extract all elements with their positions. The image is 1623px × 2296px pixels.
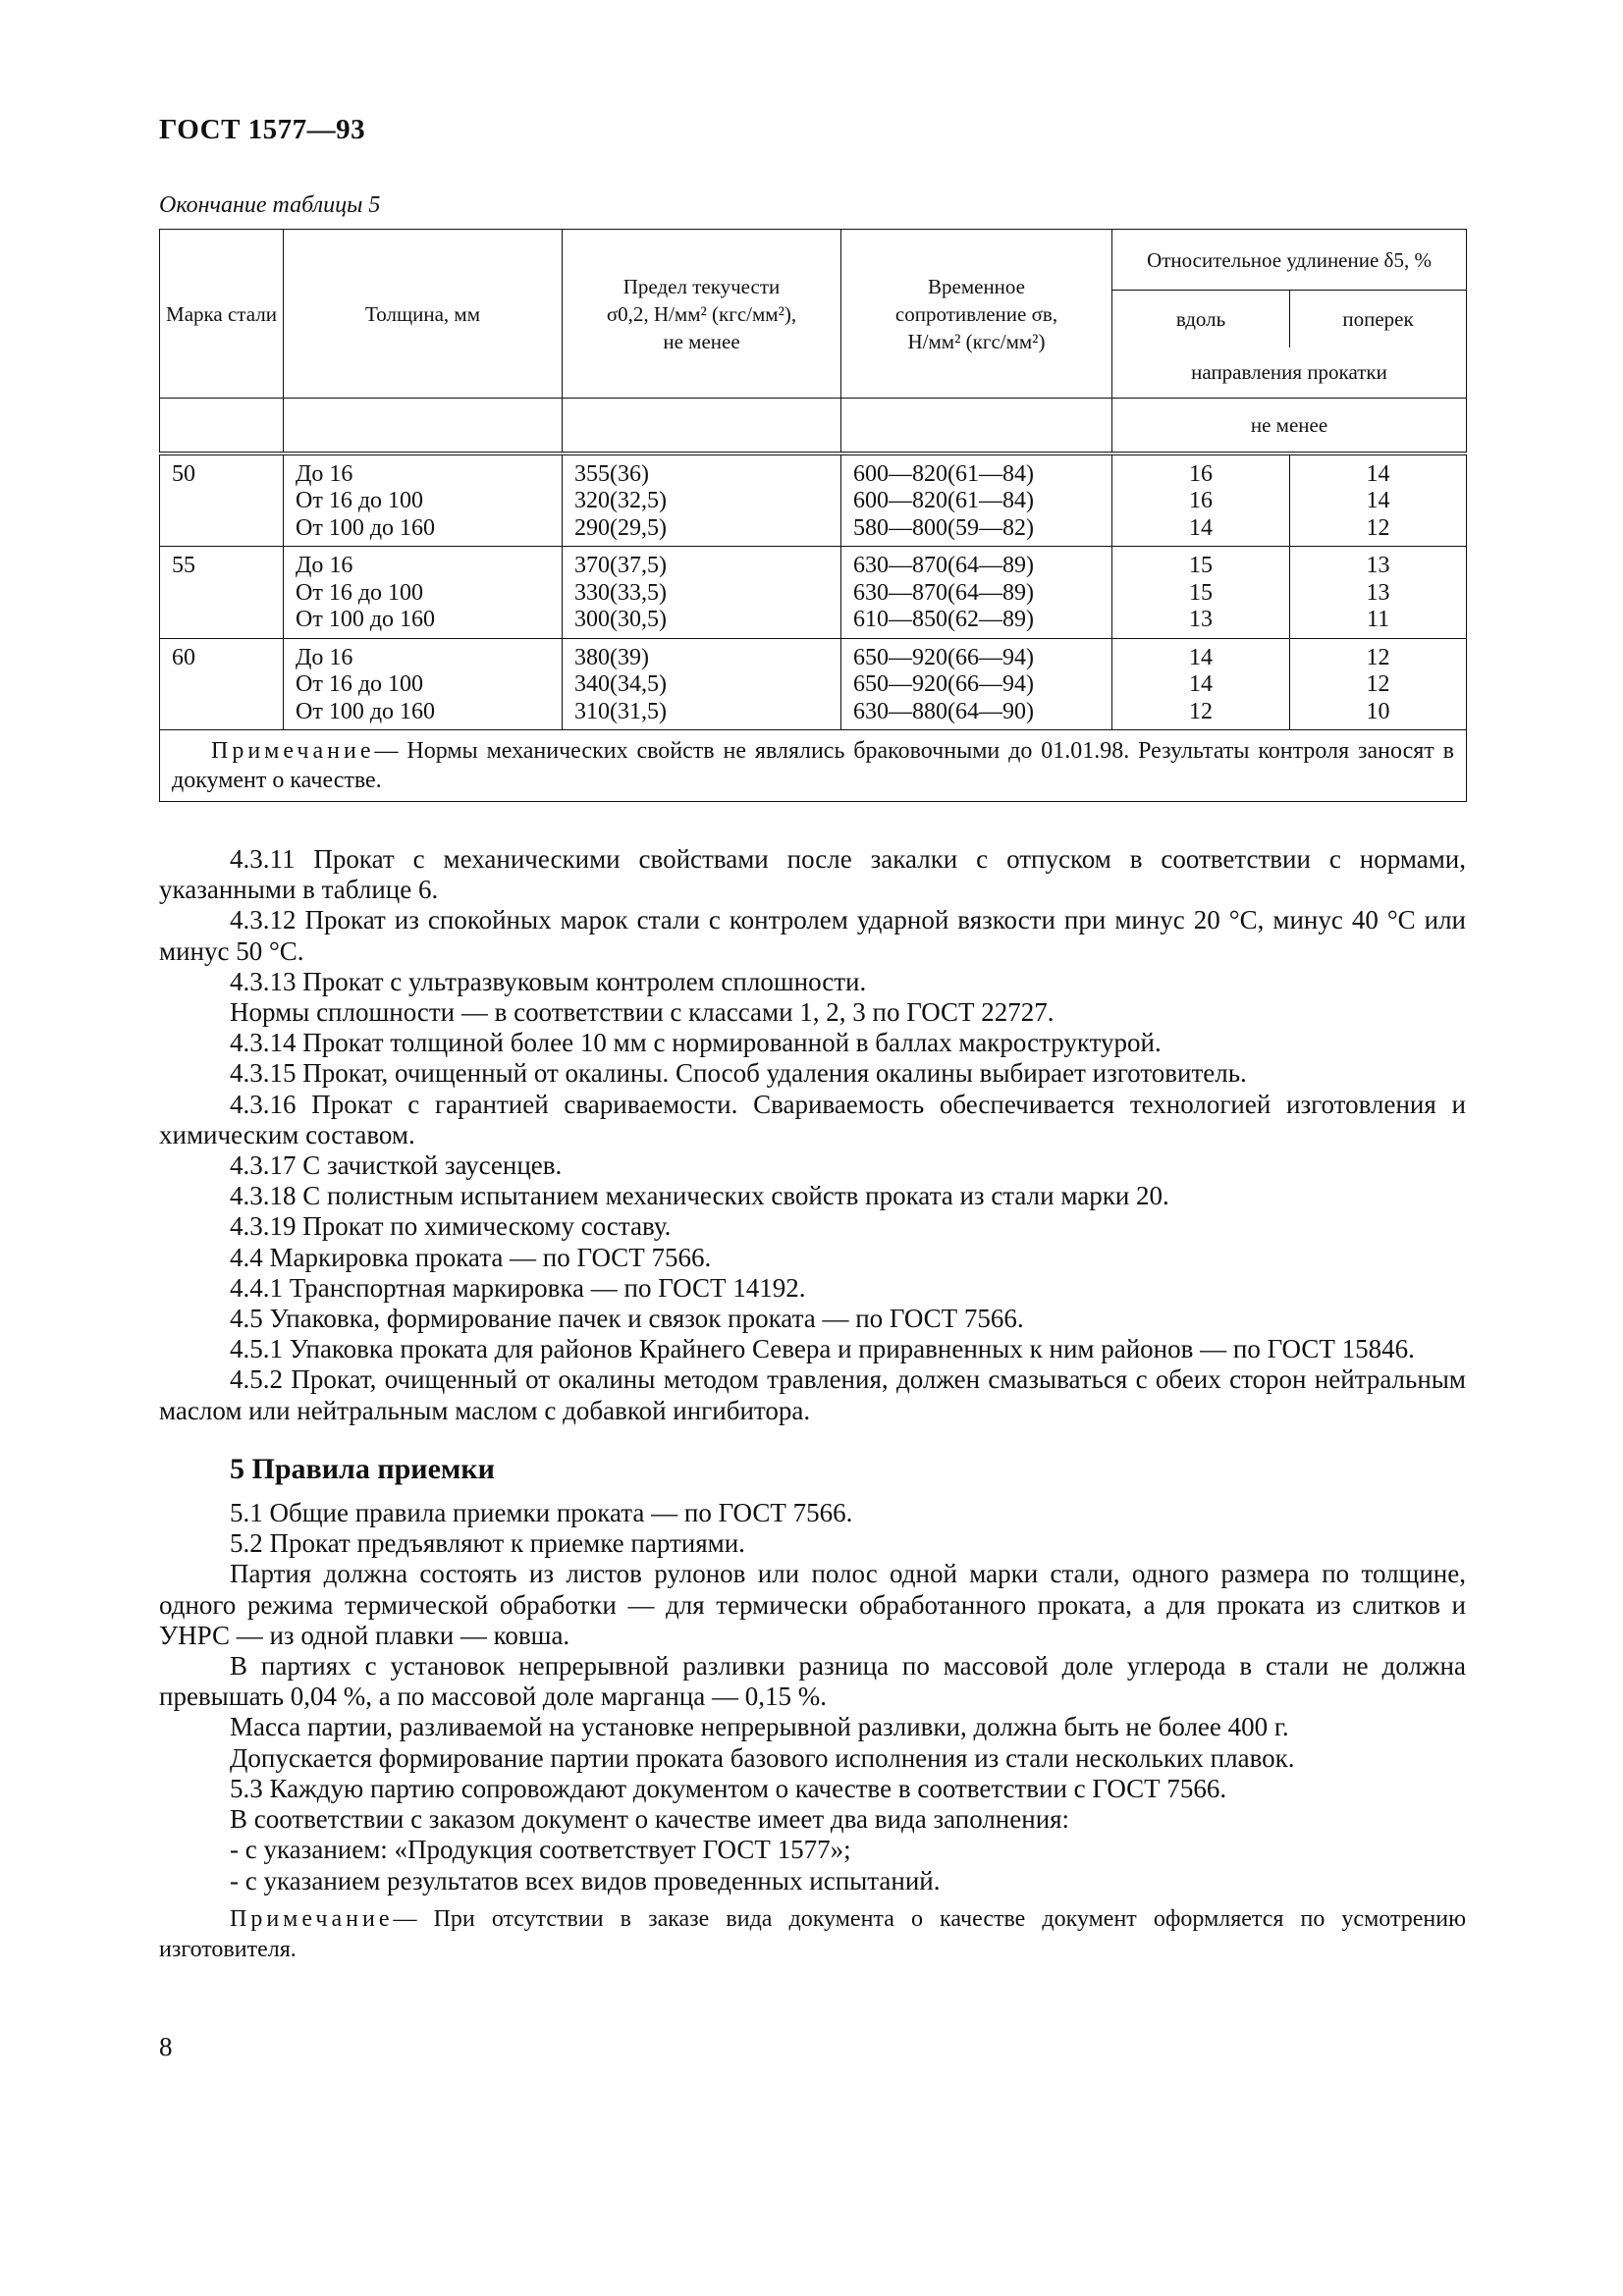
- along-value: 15: [1189, 579, 1213, 606]
- header-tensile-line1: Временное: [928, 274, 1025, 298]
- thickness-value: До 16: [296, 553, 353, 578]
- across-value: 13: [1366, 553, 1390, 578]
- paragraph: Масса партии, разливаемой на установке непрерывной разливки, должна быть не более 400 г.: [230, 1712, 1289, 1742]
- document-code: ГОСТ 1577—93: [159, 114, 366, 145]
- along-value: 14: [1189, 644, 1213, 670]
- across-cell: [1290, 547, 1467, 639]
- paragraph: 5.2 Прокат предъявляют к приемке партиями.: [230, 1528, 745, 1559]
- thickness-value: От 100 до 160: [296, 514, 436, 541]
- yield-value: 355(36): [574, 460, 649, 487]
- across-cell: [1290, 454, 1467, 547]
- header-yield-line3: не менее: [663, 329, 740, 353]
- grade-cell: [160, 638, 284, 730]
- paragraph: В соответствии с заказом документ о качестве имеет два вида заполнения:: [230, 1804, 1070, 1835]
- yield-cell: [563, 638, 841, 730]
- table-row: [160, 547, 1467, 639]
- along-value: 13: [1189, 607, 1213, 632]
- section-note: [159, 1904, 1466, 1965]
- tensile-value: 600—820(61—84): [853, 460, 1034, 487]
- across-value: 14: [1366, 488, 1390, 513]
- across-value: 13: [1366, 579, 1390, 606]
- header-grade-cont: [160, 399, 284, 454]
- tensile-value: 580—800(59—82): [853, 514, 1034, 541]
- page-number: 8: [159, 2032, 173, 2061]
- header-tensile: [841, 230, 1112, 399]
- table-note-text: — Нормы механических свойств не являлись браковочными до 01.01.98. Результаты контроля заносят в документ о качестве.: [172, 738, 1455, 793]
- along-cell: [1112, 454, 1290, 547]
- along-value: 12: [1189, 698, 1213, 724]
- yield-value: 330(33,5): [574, 579, 667, 606]
- paragraph: 4.3.12 Прокат из спокойных марок стали с контролем ударной вязкости при минус 20 °С, минус 40 °С или минус 50 °С.: [159, 905, 1466, 966]
- table-caption: Окончание таблицы 5: [159, 192, 381, 218]
- across-value: 12: [1366, 671, 1390, 697]
- header-elongation: Относительное удлинение δ5, %: [1112, 230, 1467, 291]
- thickness-value: До 16: [296, 460, 353, 487]
- paragraph: Партия должна состоять из листов рулонов или полос одной марки стали, одного размера по толщине, одного режима термической обработки — для термически обработанного проката, а для проката из слитков и УНРС — из одной плавки — ковша.: [159, 1559, 1466, 1650]
- list-item: - с указанием результатов всех видов проведенных испытаний.: [230, 1865, 941, 1896]
- thickness-value: От 100 до 160: [296, 607, 436, 632]
- along-value: 14: [1189, 671, 1213, 697]
- across-value: 12: [1366, 514, 1390, 541]
- along-cell: [1112, 547, 1290, 639]
- tensile-cell: [841, 454, 1112, 547]
- list-item: - с указанием: «Продукция соответствует ГОСТ 1577»;: [230, 1835, 851, 1865]
- along-value: 14: [1189, 514, 1213, 541]
- paragraph: 4.3.19 Прокат по химическому составу.: [230, 1211, 672, 1242]
- paragraph: 4.4.1 Транспортная маркировка — по ГОСТ 14192.: [230, 1272, 806, 1303]
- section-note-label: Примечание: [230, 1905, 394, 1932]
- paragraph: 4.5 Упаковка, формирование пачек и связок проката — по ГОСТ 7566.: [230, 1304, 1024, 1334]
- table-note-label: Примечание: [211, 738, 375, 764]
- header-yield-cont: [563, 399, 841, 454]
- yield-value: 310(31,5): [574, 698, 667, 724]
- tensile-value: 630—880(64—90): [853, 698, 1034, 724]
- header-thickness-cont: [284, 399, 563, 454]
- paragraph: 4.3.16 Прокат с гарантией свариваемости. Свариваемость обеспечивается технологией изготовления и химическим составом.: [159, 1089, 1466, 1149]
- paragraph: 4.3.14 Прокат толщиной более 10 мм с нормированной в баллах макроструктурой.: [230, 1028, 1162, 1058]
- yield-value: 300(30,5): [574, 607, 667, 632]
- thickness-value: До 16: [296, 644, 353, 670]
- yield-cell: [563, 547, 841, 639]
- header-yield-line2: σ0,2, Н/мм² (кгс/мм²),: [606, 301, 797, 326]
- thickness-cell: [284, 547, 563, 639]
- tensile-value: 630—870(64—89): [853, 553, 1034, 578]
- along-value: 16: [1189, 488, 1213, 513]
- tensile-value: 650—920(66—94): [853, 644, 1034, 670]
- grade-value: 50: [172, 460, 195, 487]
- tensile-value: 650—920(66—94): [853, 671, 1034, 697]
- yield-value: 380(39): [574, 644, 649, 670]
- tensile-value: 600—820(61—84): [853, 488, 1034, 513]
- along-value: 15: [1189, 553, 1213, 578]
- along-value: 16: [1189, 460, 1213, 487]
- header-across: поперек: [1290, 291, 1467, 347]
- thickness-cell: [284, 454, 563, 547]
- section-note-text: — При отсутствии в заказе вида документа о качестве документ оформляется по усмотрению изготовителя.: [159, 1905, 1466, 1962]
- table-row: [160, 454, 1467, 547]
- main-text: [159, 844, 1466, 1965]
- across-value: 10: [1366, 698, 1390, 724]
- paragraph: 4.5.2 Прокат, очищенный от окалины методом травления, должен смазываться с обеих сторон нейтральным маслом или нейтральным маслом с добавкой ингибитора.: [159, 1364, 1466, 1425]
- header-min: не менее: [1112, 399, 1467, 454]
- header-yield: [563, 230, 841, 399]
- grade-cell: [160, 454, 284, 547]
- across-value: 14: [1366, 460, 1390, 487]
- paragraph: 4.3.18 С полистным испытанием механических свойств проката из стали марки 20.: [230, 1181, 1169, 1211]
- paragraph: Допускается формирование партии проката базового исполнения из стали нескольких плавок.: [230, 1742, 1295, 1773]
- paragraph: 4.3.13 Прокат с ультразвуковым контролем сплошности.: [230, 966, 867, 996]
- thickness-value: От 100 до 160: [296, 698, 436, 724]
- across-value: 11: [1366, 607, 1390, 632]
- paragraph: 4.5.1 Упаковка проката для районов Крайнего Севера и приравненных к ним районов — по ГОСТ 15846.: [230, 1334, 1415, 1364]
- thickness-cell: [284, 638, 563, 730]
- paragraph: 4.3.15 Прокат, очищенный от окалины. Способ удаления окалины выбирает изготовитель.: [230, 1058, 1247, 1089]
- thickness-value: От 16 до 100: [296, 579, 424, 606]
- thickness-value: От 16 до 100: [296, 671, 424, 697]
- header-tensile-line3: Н/мм² (кгс/мм²): [907, 329, 1046, 353]
- paragraph: 4.3.17 С зачисткой заусенцев.: [230, 1150, 563, 1181]
- yield-value: 290(29,5): [574, 514, 667, 541]
- header-thickness: Толщина, мм: [284, 230, 563, 399]
- section-title: 5 Правила приемки: [230, 1452, 495, 1485]
- table-row: [160, 638, 1467, 730]
- yield-cell: [563, 454, 841, 547]
- tensile-value: 630—870(64—89): [853, 579, 1034, 606]
- table-note-row: [160, 730, 1467, 802]
- paragraph: 4.3.11 Прокат с механическими свойствами после закалки с отпуском в соответствии с нормами, указанными в таблице 6.: [159, 844, 1466, 905]
- yield-value: 370(37,5): [574, 553, 667, 578]
- header-tensile-cont: [841, 399, 1112, 454]
- grade-cell: [160, 547, 284, 639]
- header-along: вдоль: [1112, 291, 1290, 347]
- table-note: [160, 730, 1467, 802]
- paragraph: В партиях с установок непрерывной разливки разница по массовой доле углерода в стали не должна превышать 0,04 %, а по массовой доле марганца — 0,15 %.: [159, 1651, 1466, 1712]
- across-cell: [1290, 638, 1467, 730]
- paragraph: Нормы сплошности — в соответствии с классами 1, 2, 3 по ГОСТ 22727.: [230, 997, 1055, 1028]
- yield-value: 340(34,5): [574, 671, 667, 697]
- grade-value: 55: [172, 553, 195, 578]
- grade-value: 60: [172, 644, 195, 670]
- header-yield-line1: Предел текучести: [622, 274, 781, 298]
- header-direction: направления прокатки: [1112, 347, 1467, 399]
- paragraph: 5.1 Общие правила приемки проката — по ГОСТ 7566.: [230, 1498, 853, 1528]
- paragraph: 5.3 Каждую партию сопровождают документом о качестве в соответствии с ГОСТ 7566.: [230, 1773, 1227, 1803]
- tensile-cell: [841, 638, 1112, 730]
- across-value: 12: [1366, 644, 1390, 670]
- along-cell: [1112, 638, 1290, 730]
- paragraph: 4.4 Маркировка проката — по ГОСТ 7566.: [230, 1242, 712, 1272]
- yield-value: 320(32,5): [574, 488, 667, 513]
- header-tensile-line2: сопротивление σв,: [894, 301, 1058, 326]
- header-grade: Марка стали: [160, 230, 284, 399]
- table-5: [159, 229, 1467, 802]
- tensile-value: 610—850(62—89): [853, 607, 1034, 632]
- tensile-cell: [841, 547, 1112, 639]
- thickness-value: От 16 до 100: [296, 488, 424, 513]
